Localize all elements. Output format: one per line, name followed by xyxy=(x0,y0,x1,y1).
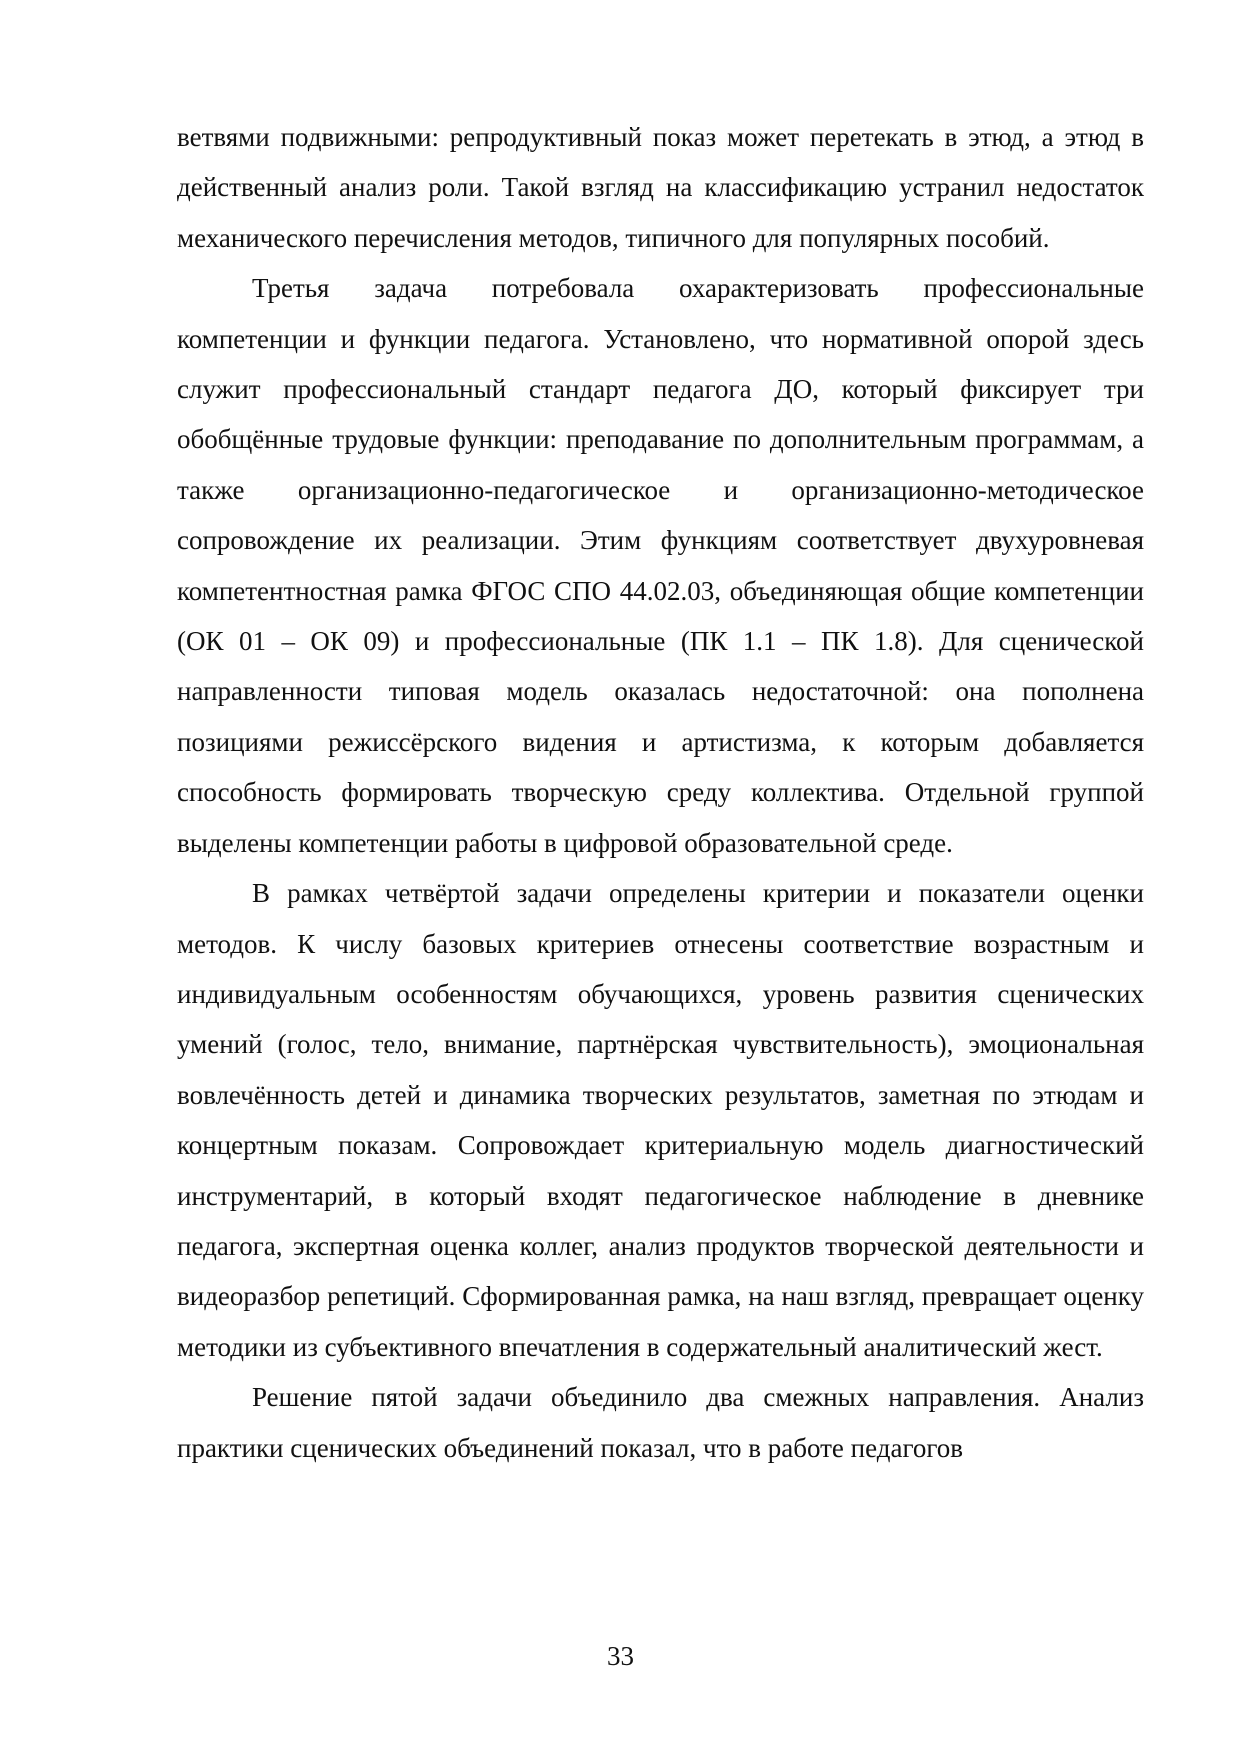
paragraph-fourth-task: В рамках четвёртой задачи определены критерии и показатели оценки методов. К числу базовых критериев отнесены соответствие возрастным и индивидуальным особенностям обучающихся, уровень развития сценических умений (голос, тело, внимание, партнёрская чувствительность), эмоциональная вовлечённость детей и динамика творческих результатов, заметная по этюдам и концертным показам. Сопровождает критериальную модель диагностический инструментарий, в который входят педагогическое наблюдение в дневнике педагога, экспертная оценка коллег, анализ продуктов творческой деятельности и видеоразбор репетиций. Сформированная рамка, на наш взгляд, превращает оценку методики из субъективного впечатления в содержательный аналитический жест. xyxy=(177,878,1144,1362)
paragraph-continuation: ветвями подвижными: репродуктивный показ может перетекать в этюд, а этюд в действенный анализ роли. Такой взгляд на классификацию устранил недостаток механического перечисления методов, типичного для популярных пособий. xyxy=(177,122,1144,253)
paragraph-third-task: Третья задача потребовала охарактеризовать профессиональные компетенции и функции педагога. Установлено, что нормативной опорой здесь служит профессиональный стандарт педагога ДО, который фиксирует три обобщённые трудовые функции: преподавание по дополнительным программам, а также организационно-педагогическое и организационно-методическое сопровождение их реализации. Этим функциям соответствует двухуровневая компетентностная рамка ФГОС СПО 44.02.03, объединяющая общие компетенции (ОК 01 – ОК 09) и профессиональные (ПК 1.1 – ПК 1.8). Для сценической направленности типовая модель оказалась недостаточной: она пополнена позициями режиссёрского видения и артистизма, к которым добавляется способность формировать творческую среду коллектива. Отдельной группой выделены компетенции работы в цифровой образовательной среде. xyxy=(177,273,1144,858)
paragraph-fifth-task: Решение пятой задачи объединило два смежных направления. Анализ практики сценических объединений показал, что в работе педагогов xyxy=(177,1382,1144,1463)
document-body xyxy=(177,112,1144,1473)
page-number: 33 xyxy=(607,1641,634,1671)
